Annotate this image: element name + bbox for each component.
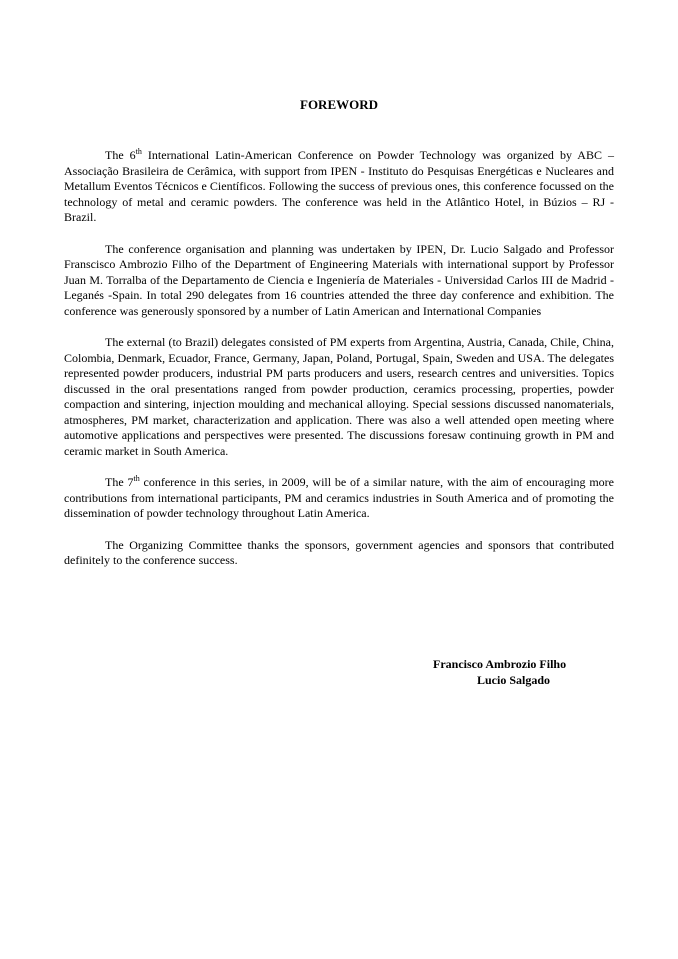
paragraph-delegates: The external (to Brazil) delegates consisted of PM experts from Argentina, Austria, Canada, Chile, China, Colombia, Denmark, Ecuador, France, Germany, Japan, Poland, Portugal, Spain, Sweden and USA. The delegates represented powder producers, industrial PM parts producers and users, research centres and universities. Topics discussed in the oral presentations ranged from powder production, ceramics processing, properties, powder compaction and sintering, injection moulding and mechanical alloying. Special sessions discussed nanomaterials, atmospheres, PM market, characterization and application. There was also a well attended open meeting where automotive applications and perspectives were presented. The discussions foresaw continuing growth in PM and ceramic market in South America.	[64, 335, 614, 458]
paragraph-next-conference	[64, 475, 614, 522]
paragraph-thanks: The Organizing Committee thanks the sponsors, government agencies and sponsors that contributed definitely to the conference success.	[64, 537, 614, 567]
paragraph-organisation: The conference organisation and planning was undertaken by IPEN, Dr. Lucio Salgado and Professor Franscisco Ambrozio Filho of the Department of Engineering Materials with international support by Professor Juan M. Torralba of the Departamento de Ciencia e Ingeniería de Materiales - Universidad Carlos III de Madrid - Leganés -Spain. In total 290 delegates from 16 countries attended the three day conference and exhibition. The conference was generously sponsored by a number of Latin American and International Companies	[64, 241, 614, 318]
paragraph-intro-start: The 6	[105, 148, 136, 162]
page-title: FOREWORD	[300, 97, 378, 112]
document-page	[64, 96, 615, 687]
paragraph-next-conference-start: The 7	[105, 475, 134, 489]
signature-name-1: Francisco Ambrozio Filho	[433, 657, 567, 671]
signature-block	[433, 656, 633, 688]
ordinal-superscript: th	[133, 474, 140, 483]
signature-name-2: Lucio Salgado	[477, 673, 551, 687]
paragraph-next-conference-rest: conference in this series, in 2009, will be of a similar nature, with the aim of encouraging more contributions from international participants, PM and ceramics industries in South America and of promoting the dissemination of powder technology throughout Latin America.	[64, 475, 615, 520]
paragraph-intro-rest: International Latin-American Conference on Powder Technology was organized by ABC – Associação Brasileira de Cerâmica, with support from IPEN - Instituto do Pesquisas Energéticas e Nucleares and Metallum Eventos Técnicos e Científicos. Following the success of previous ones, this conference focussed on the technology of metal and ceramic powders. The conference was held in the Atlântico Hotel, in Búzios – RJ - Brazil.	[64, 148, 614, 224]
paragraph-intro	[64, 148, 614, 226]
ordinal-superscript: th	[135, 147, 142, 156]
